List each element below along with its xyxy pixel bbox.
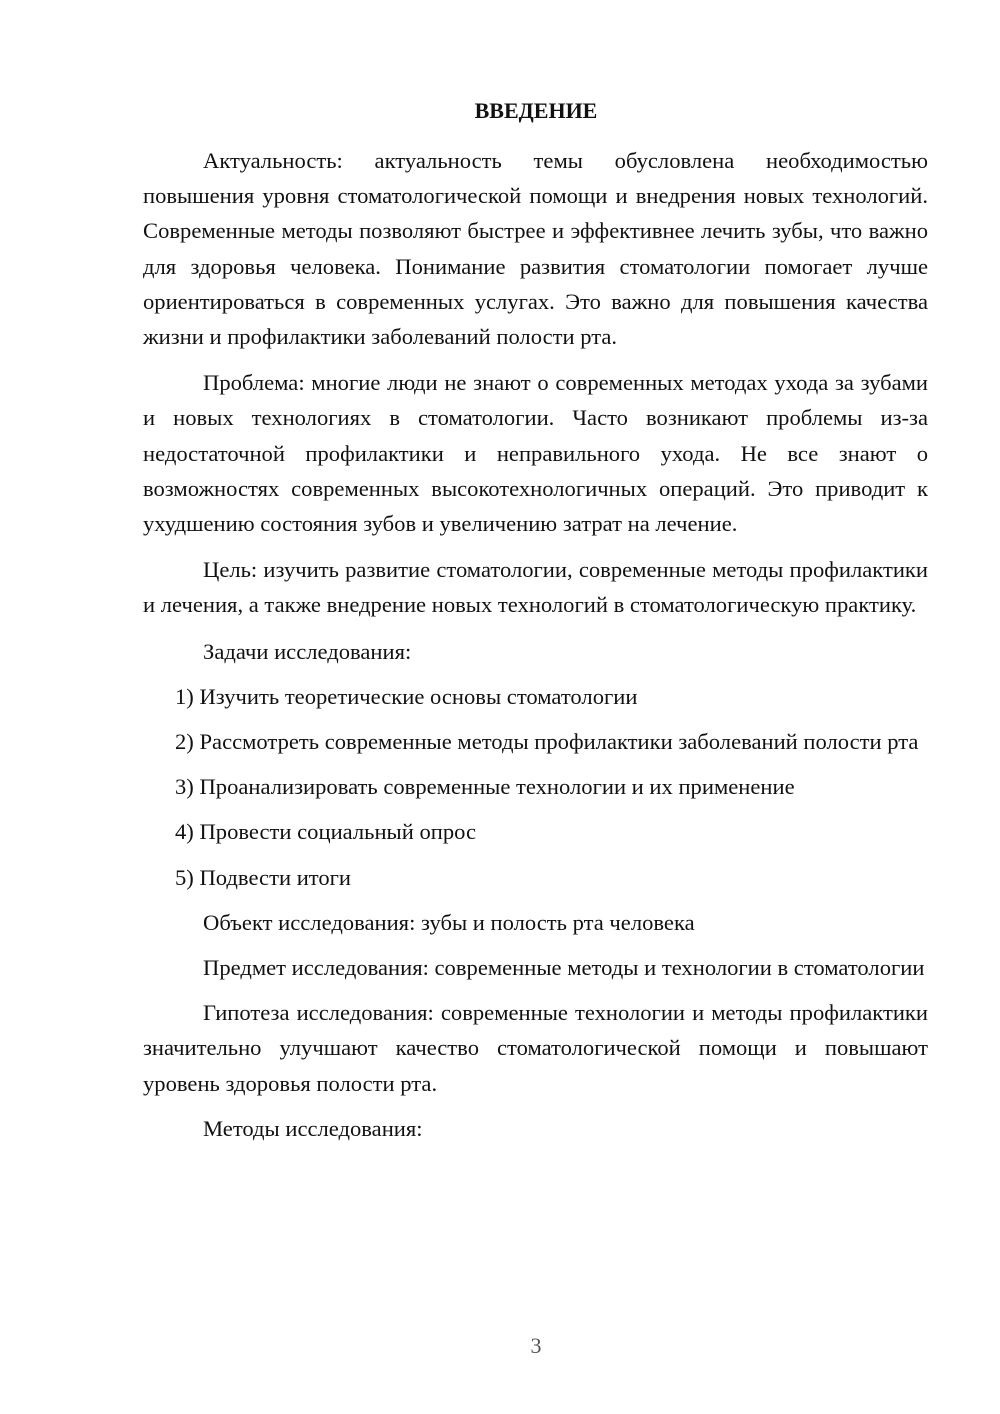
problem-paragraph: Проблема: многие люди не знают о современных методах ухода за зубами и новых технологиях в стоматологии. Часто возникают проблемы из-за недостаточной профилактики и неправильного ухода. Не все знают о возможностях современных высокотехнологичных операций. Это приводит к ухудшению состояния зубов и увеличению затрат на лечение.	[143, 370, 928, 537]
task-item-1: 1) Изучить теоретические основы стоматологии	[175, 683, 638, 709]
tasks-title: Задачи исследования:	[203, 638, 412, 664]
object-paragraph: Объект исследования: зубы и полость рта человека	[203, 909, 695, 935]
hypothesis-paragraph: Гипотеза исследования: современные технологии и методы профилактики значительно улучшают качество стоматологической помощи и повышают уровень здоровья полости рта.	[143, 1000, 928, 1096]
page-number: 3	[530, 1333, 542, 1358]
task-item-2: 2) Рассмотреть современные методы профилактики заболеваний полости рта	[175, 729, 919, 755]
task-item-3: 3) Проанализировать современные технологии и их применение	[175, 774, 795, 800]
section-heading: ВВЕДЕНИЕ	[474, 98, 598, 123]
task-item-4: 4) Провести социальный опрос	[175, 819, 477, 845]
goal-paragraph: Цель: изучить развитие стоматологии, современные методы профилактики и лечения, а также внедрение новых технологий в стоматологическую практику.	[143, 557, 928, 618]
document-body	[143, 143, 928, 1146]
relevance-paragraph: Актуальность: актуальность темы обусловлена необходимостью повышения уровня стоматологической помощи и внедрения новых технологий. Современные методы позволяют быстрее и эффективнее лечить зубы, что важно для здоровья человека. Понимание развития стоматологии помогает лучше ориентироваться в современных услугах. Это важно для повышения качества жизни и профилактики заболеваний полости рта.	[143, 148, 928, 350]
methods-title: Методы исследования:	[203, 1115, 423, 1141]
task-item-5: 5) Подвести итоги	[175, 864, 352, 890]
subject-paragraph: Предмет исследования: современные методы и технологии в стоматологии	[203, 955, 925, 981]
